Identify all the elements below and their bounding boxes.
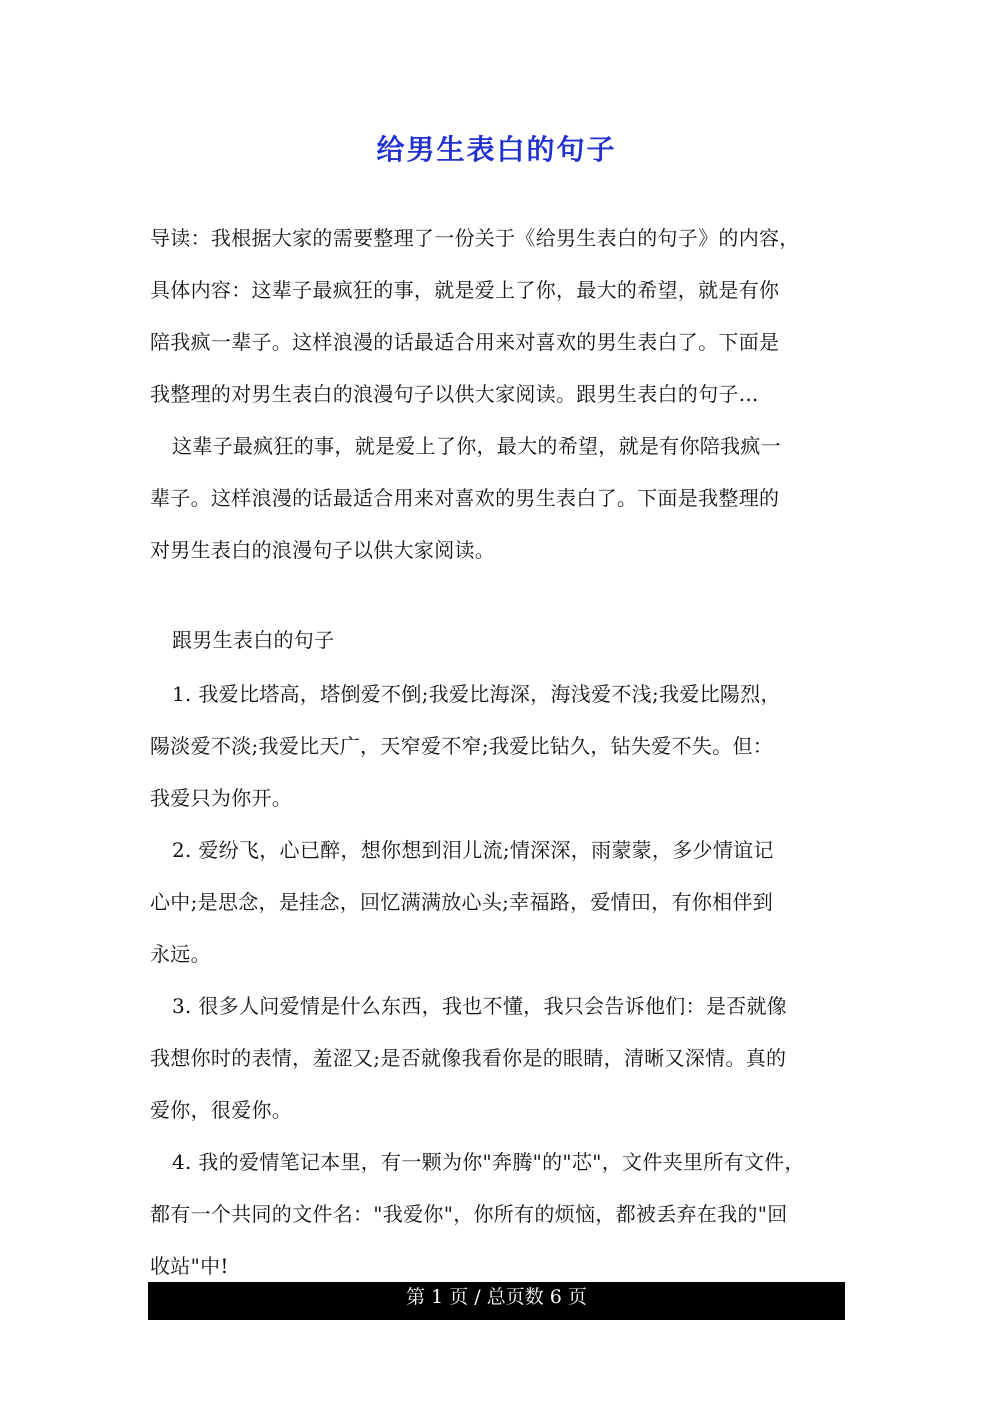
paragraph-line: 陪我疯一辈子。这样浪漫的话最适合用来对喜欢的男生表白了。下面是 xyxy=(150,330,780,354)
list-item-line: 我想你时的表情，羞涩又;是否就像我看你是的眼睛，清晰又深情。真的 xyxy=(150,1046,787,1070)
list-item-line: 爱你，很爱你。 xyxy=(150,1098,293,1122)
paragraph-line: 我整理的对男生表白的浪漫句子以供大家阅读。跟男生表白的句子... xyxy=(150,382,759,406)
document-title: 给男生表白的句子 xyxy=(376,133,617,166)
paragraph-line: 对男生表白的浪漫句子以供大家阅读。 xyxy=(150,538,496,562)
list-item-line: 陽淡爱不淡;我爱比天广，天窄爱不窄;我爱比钻久，钻失爱不失。但： xyxy=(150,734,774,758)
paragraph-line: 这辈子最疯狂的事，就是爱上了你，最大的希望，就是有你陪我疯一 xyxy=(172,434,781,458)
paragraph-line: 辈子。这样浪漫的话最适合用来对喜欢的男生表白了。下面是我整理的 xyxy=(150,486,780,510)
list-item-line: 永远。 xyxy=(150,942,211,966)
list-item-line: 4. 我的爱情笔记本里，有一颗为你"奔腾"的"芯"，文件夹里所有文件， xyxy=(172,1150,805,1174)
paragraph-line: 导读：我根据大家的需要整理了一份关于《给男生表白的句子》的内容， xyxy=(150,226,800,250)
paragraph-line: 具体内容：这辈子最疯狂的事，就是爱上了你，最大的希望，就是有你 xyxy=(150,278,780,302)
list-item-line: 1. 我爱比塔高，塔倒爱不倒;我爱比海深，海浅爱不浅;我爱比陽烈， xyxy=(172,682,781,706)
list-item-line: 我爱只为你开。 xyxy=(150,786,293,810)
list-item-line: 都有一个共同的文件名："我爱你"，你所有的烦恼，都被丢弃在我的"回 xyxy=(150,1202,788,1226)
list-item-line: 心中;是思念，是挂念，回忆满满放心头;幸福路，爱情田，有你相伴到 xyxy=(150,890,774,914)
page-number-label: 第 1 页 / 总页数 6 页 xyxy=(406,1286,587,1308)
list-item-line: 3. 很多人问爱情是什么东西，我也不懂，我只会告诉他们：是否就像 xyxy=(172,994,788,1018)
list-item-line: 2. 爱纷飞，心已醉，想你想到泪儿流;情深深，雨蒙蒙，多少情谊记 xyxy=(172,838,774,862)
page-footer xyxy=(148,1282,845,1320)
section-heading: 跟男生表白的句子 xyxy=(172,628,335,652)
list-item-line: 收站"中! xyxy=(150,1254,229,1278)
